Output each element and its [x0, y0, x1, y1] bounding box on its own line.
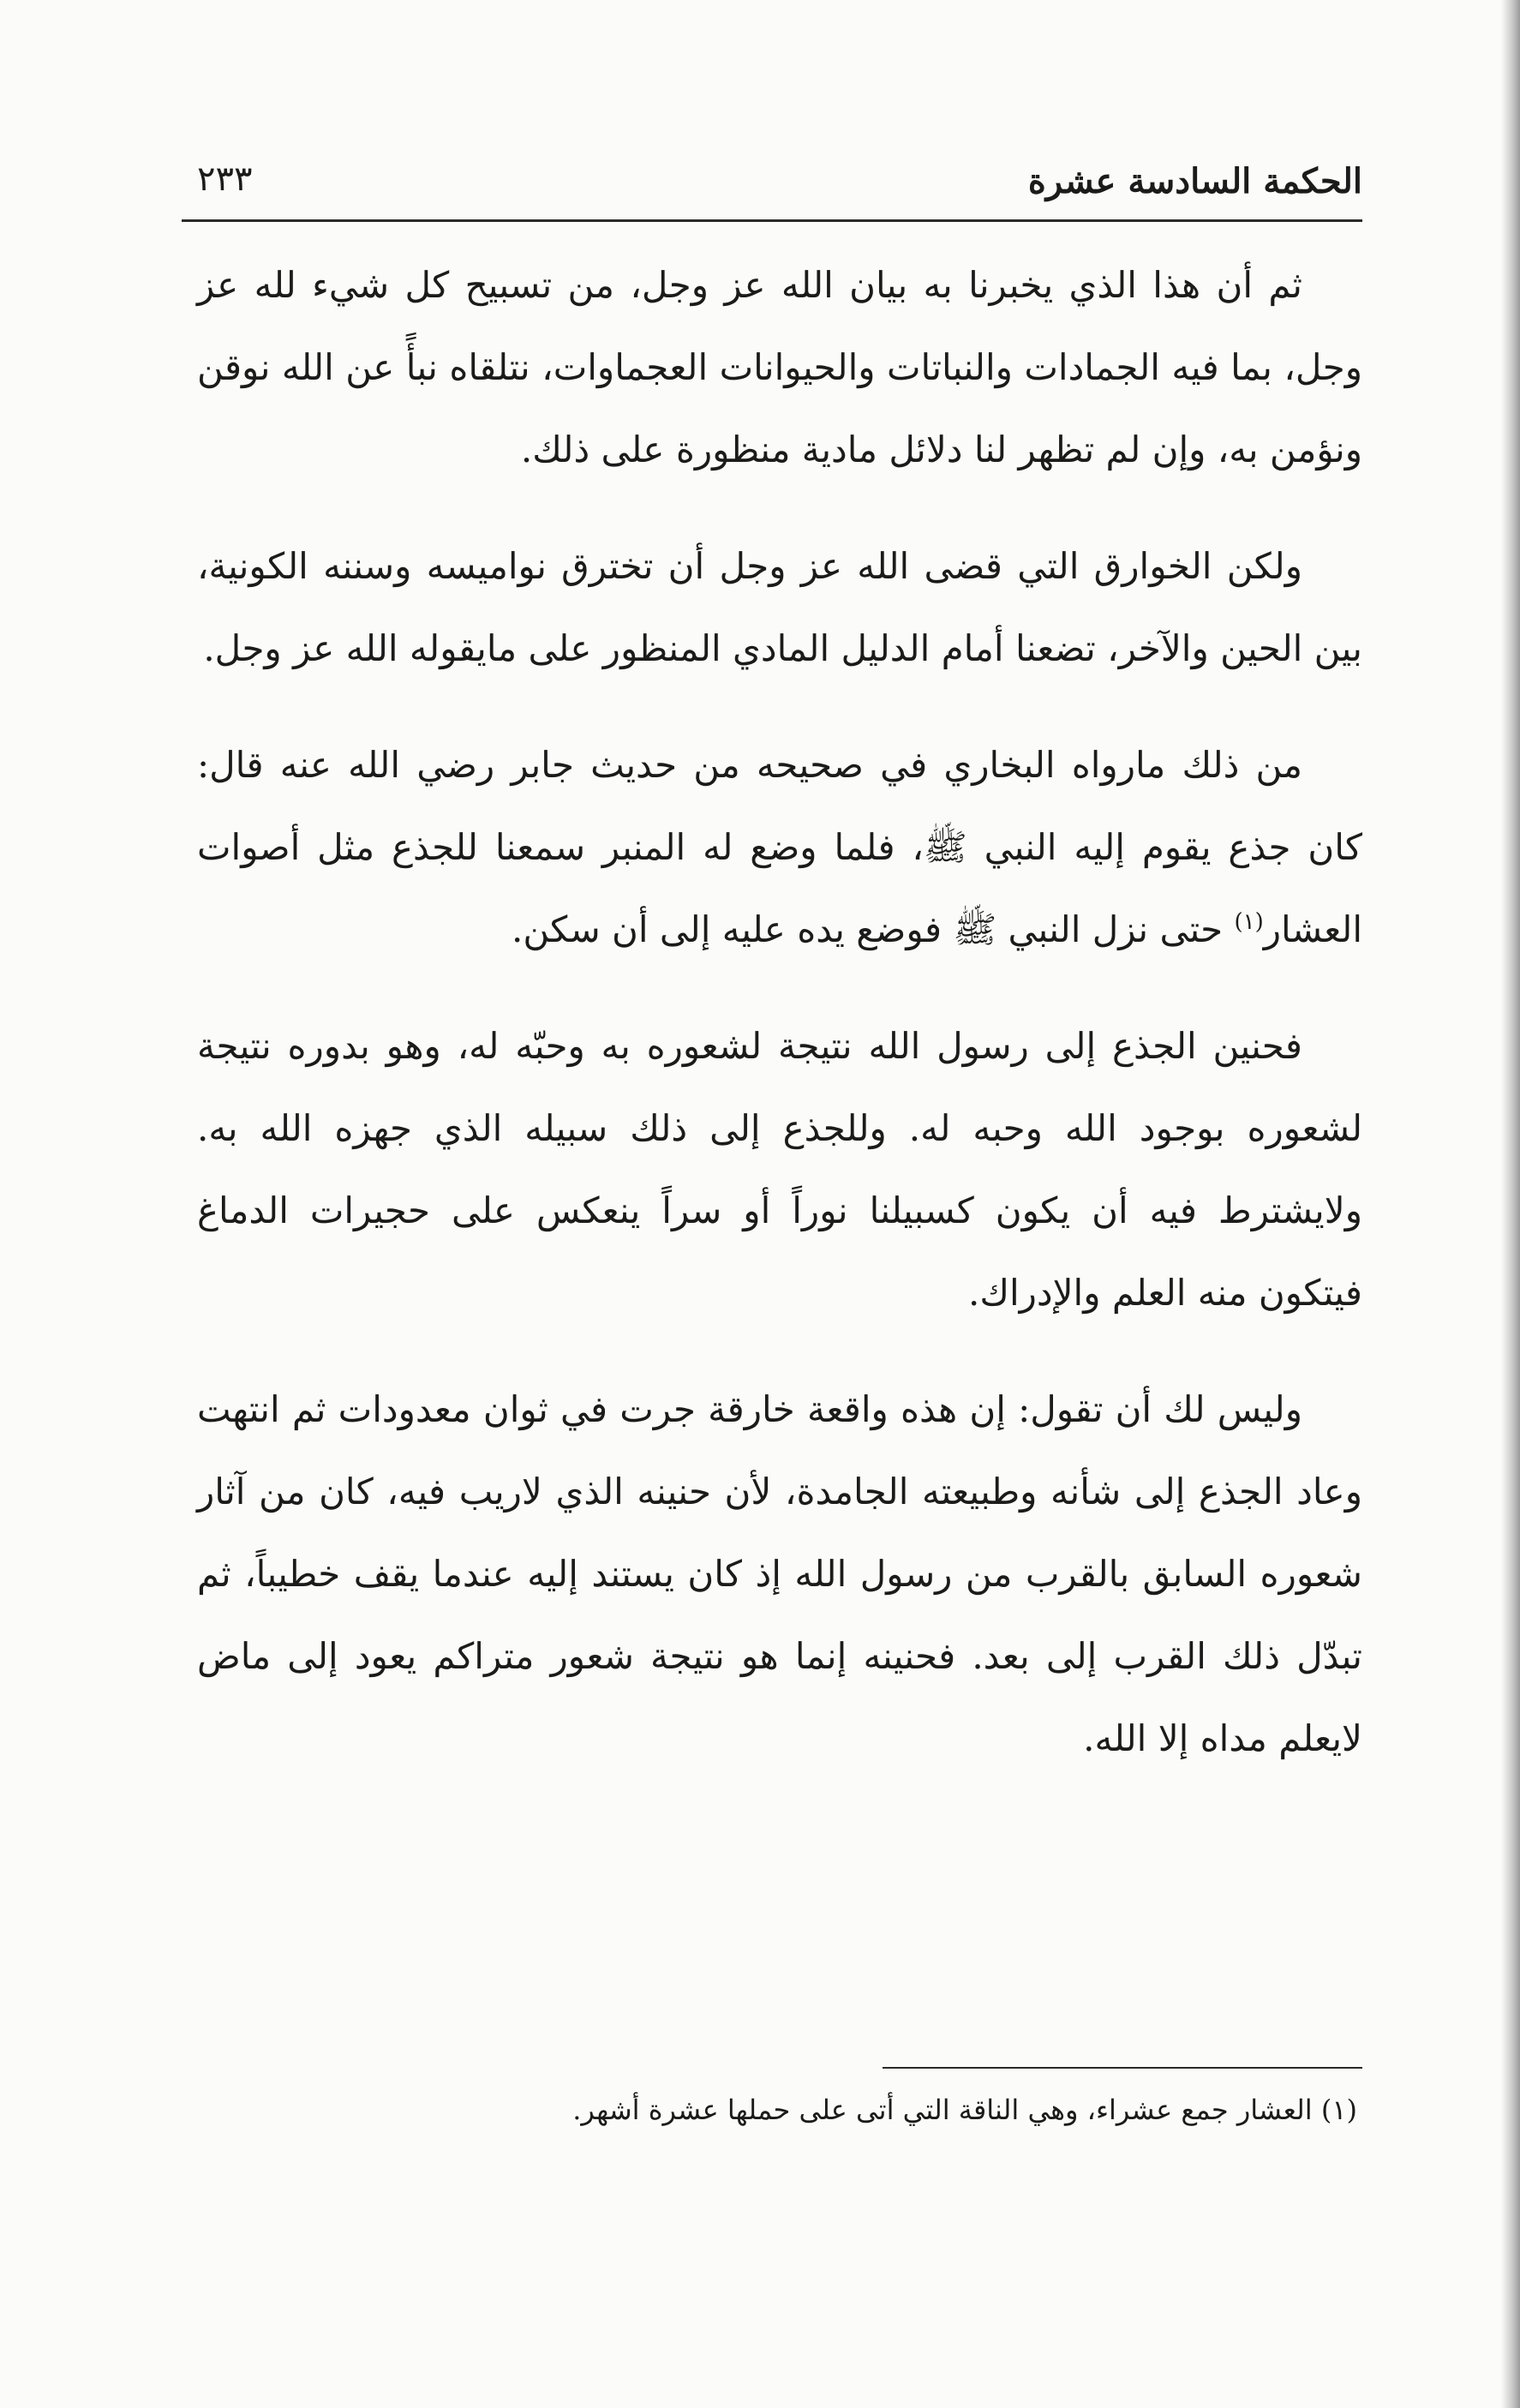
paragraph-3 [197, 724, 1362, 971]
footnote-rule [883, 2067, 1362, 2069]
header-rule [182, 219, 1362, 222]
paragraph-5: وليس لك أن تقول: إن هذه واقعة خارقة جرت في ثوان معدودات ثم انتهت وعاد الجذع إلى شأنه وطبيعته الجامدة، لأن حنينه الذي لاريب فيه، كان من آثار شعوره السابق بالقرب من رسول الله إذ كان يستند إليه عندما يقف خطيباً، ثم تبدّل ذلك القرب إلى بعد. فحنينه إنما هو نتيجة شعور متراكم يعود إلى ماض لايعلم مداه إلا الله. [197, 1388, 1362, 1759]
footnote-marker: (١) [1320, 2094, 1357, 2126]
paragraph-1: ثم أن هذا الذي يخبرنا به بيان الله عز وجل، من تسبيح كل شيء لله عز وجل، بما فيه الجمادات والنباتات والحيوانات العجماوات، نتلقاه نبأً عن الله نوقن ونؤمن به، وإن لم تظهر لنا دلائل مادية منظورة على ذلك. [197, 264, 1362, 470]
paragraph-2: ولكن الخوارق التي قضى الله عز وجل أن تخترق نواميسه وسننه الكونية، بين الحين والآخر، تضعنا أمام الدليل المادي المنظور على مايقوله الله عز وجل. [197, 545, 1362, 669]
paragraph-4: فحنين الجذع إلى رسول الله نتيجة لشعوره به وحبّه له، وهو بدوره نتيجة لشعوره بوجود الله وحبه له. وللجذع إلى ذلك سبيله الذي جهزه الله به. ولايشترط فيه أن يكون كسبيلنا نوراً أو سراً ينعكس على حجيرات الدماغ فيتكون منه العلم والإدراك. [197, 1025, 1362, 1314]
footnote [175, 2084, 1357, 2135]
footnote-text: العشار جمع عشراء، وهي الناقة التي أتى على حملها عشرة أشهر. [572, 2094, 1313, 2126]
running-title: الحكمة السادسة عشرة [1027, 161, 1362, 201]
page-number: ٢٣٣ [197, 159, 253, 199]
paragraph-3-text: من ذلك مارواه البخاري في صحيحه من حديث جابر رضي الله عنه قال: كان جذع يقوم إليه النبي ﷺ، فلما وضع له المنبر سمعنا للجذع مثل أصوات العشار [197, 744, 1362, 950]
paragraph-3-text-continued: حتى نزل النبي ﷺ فوضع يده عليه إلى أن سكن. [511, 908, 1235, 950]
body-text [197, 244, 1362, 1814]
page-edge-shadow [1501, 0, 1520, 2408]
page-header [182, 154, 1362, 223]
footnote-reference: (١) [1234, 909, 1264, 935]
